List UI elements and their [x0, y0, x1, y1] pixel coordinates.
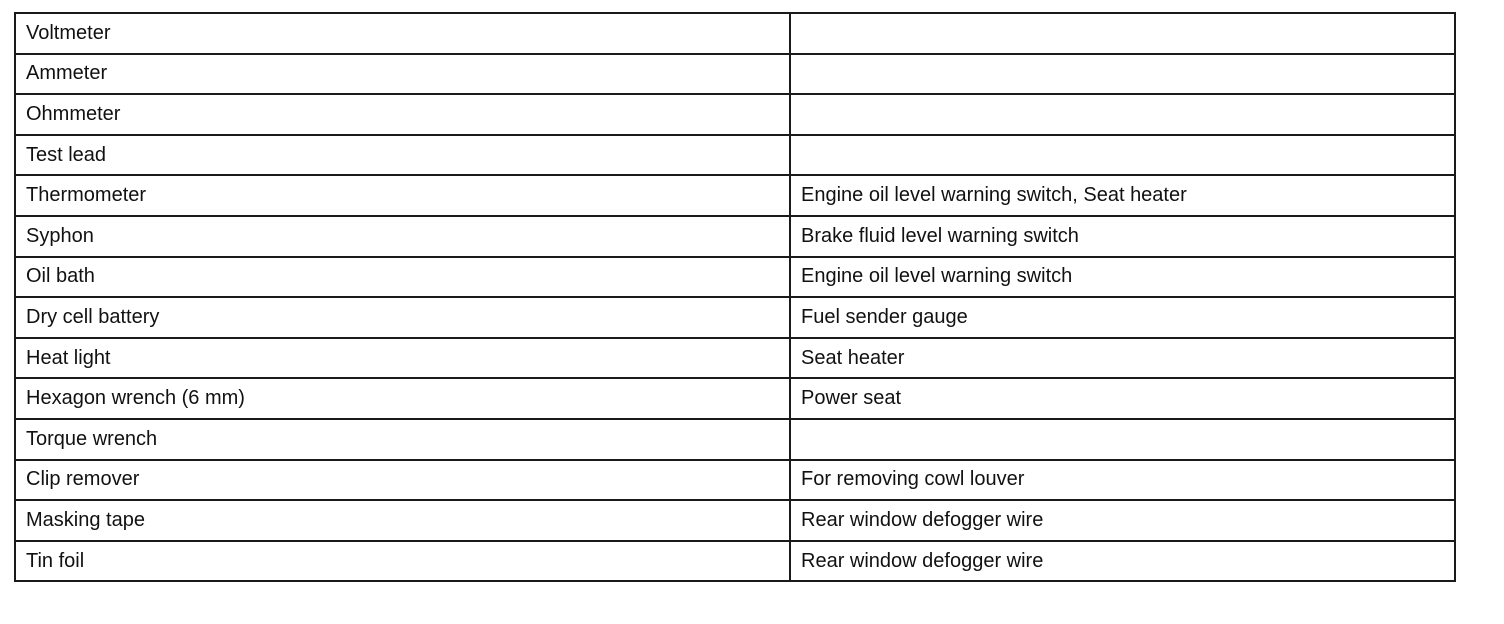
tool-cell: Masking tape [15, 500, 790, 541]
use-cell: Engine oil level warning switch, Seat heater [790, 175, 1455, 216]
tool-cell: Oil bath [15, 257, 790, 298]
use-cell [790, 54, 1455, 95]
table-row [15, 94, 1455, 135]
table-row [15, 419, 1455, 460]
tool-cell: Test lead [15, 135, 790, 176]
table-row [15, 378, 1455, 419]
use-cell: Rear window defogger wire [790, 541, 1455, 582]
table-row [15, 54, 1455, 95]
tool-cell: Ammeter [15, 54, 790, 95]
tool-cell: Hexagon wrench (6 mm) [15, 378, 790, 419]
use-cell: Rear window defogger wire [790, 500, 1455, 541]
table-row [15, 338, 1455, 379]
tool-cell: Dry cell battery [15, 297, 790, 338]
table-row [15, 257, 1455, 298]
table-row [15, 297, 1455, 338]
table-row [15, 175, 1455, 216]
use-cell: Fuel sender gauge [790, 297, 1455, 338]
tool-cell: Clip remover [15, 460, 790, 501]
tool-cell: Syphon [15, 216, 790, 257]
use-cell: For removing cowl louver [790, 460, 1455, 501]
table-row [15, 541, 1455, 582]
table-row [15, 500, 1455, 541]
use-cell [790, 135, 1455, 176]
tools-table [14, 12, 1456, 582]
tool-cell: Thermometer [15, 175, 790, 216]
use-cell [790, 13, 1455, 54]
table-row [15, 216, 1455, 257]
tool-cell: Voltmeter [15, 13, 790, 54]
use-cell: Power seat [790, 378, 1455, 419]
tool-cell: Heat light [15, 338, 790, 379]
use-cell [790, 419, 1455, 460]
use-cell: Brake fluid level warning switch [790, 216, 1455, 257]
use-cell: Seat heater [790, 338, 1455, 379]
tool-cell: Torque wrench [15, 419, 790, 460]
tool-cell: Tin foil [15, 541, 790, 582]
use-cell: Engine oil level warning switch [790, 257, 1455, 298]
table-row [15, 460, 1455, 501]
tool-cell: Ohmmeter [15, 94, 790, 135]
use-cell [790, 94, 1455, 135]
table-row [15, 13, 1455, 54]
table-row [15, 135, 1455, 176]
